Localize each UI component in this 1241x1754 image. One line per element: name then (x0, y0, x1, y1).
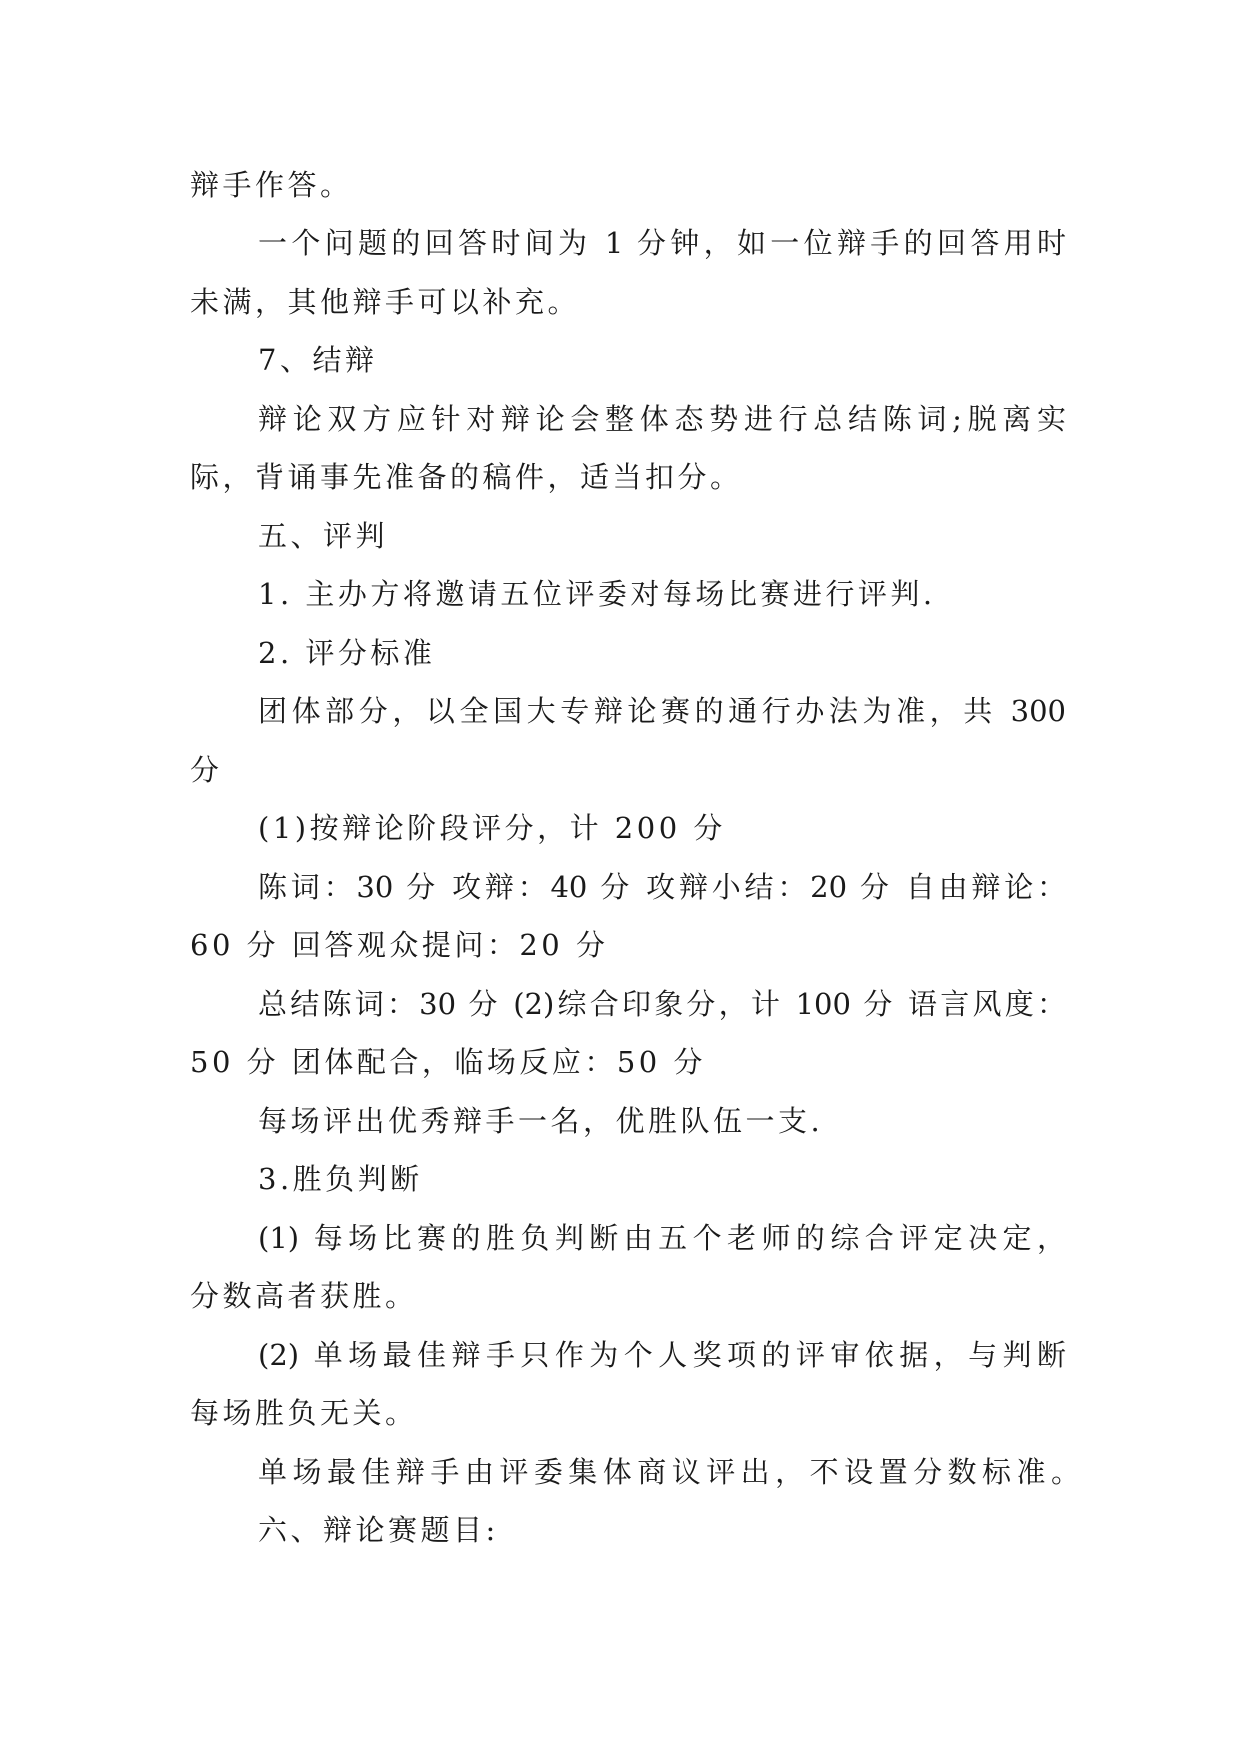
section-heading: 7、结辩 (258, 343, 378, 377)
section-heading: 六、辩论赛题目: (258, 1513, 499, 1547)
body-line: (1) 每场比赛的胜负判断由五个老师的综合评定决定， (258, 1221, 1066, 1255)
body-line: 际，背诵事先准备的稿件，适当扣分。 (190, 460, 743, 494)
body-line: 辩手作答。 (190, 168, 353, 202)
body-line: 单场最佳辩手由评委集体商议评出，不设置分数标准。 (258, 1455, 1080, 1489)
body-line: 每场胜负无关。 (190, 1396, 418, 1430)
list-item: 2. 评分标准 (258, 636, 436, 670)
body-line: 辩论双方应针对辩论会整体态势进行总结陈词;脱离实 (258, 402, 1066, 436)
body-line: 60 分 回答观众提问：20 分 (190, 928, 609, 962)
body-line: (1)按辩论阶段评分，计 200 分 (258, 811, 726, 845)
body-line: 每场评出优秀辩手一名，优胜队伍一支. (258, 1104, 824, 1138)
body-line: 分数高者获胜。 (190, 1279, 418, 1313)
list-item: 1. 主办方将邀请五位评委对每场比赛进行评判. (258, 577, 936, 611)
section-heading: 五、评判 (258, 519, 389, 553)
body-line: 一个问题的回答时间为 1 分钟，如一位辩手的回答用时 (258, 226, 1066, 260)
body-line: (2) 单场最佳辩手只作为个人奖项的评审依据，与判断 (258, 1338, 1066, 1372)
body-line: 团体部分，以全国大专辩论赛的通行办法为准，共 300 (258, 694, 1066, 728)
body-line: 未满，其他辩手可以补充。 (190, 285, 581, 319)
body-line: 分 (190, 753, 223, 787)
body-line: 总结陈词：30 分 (2)综合印象分，计 100 分 语言风度： (258, 987, 1066, 1021)
body-line: 50 分 团体配合，临场反应：50 分 (190, 1045, 706, 1079)
list-item: 3.胜负判断 (258, 1162, 423, 1196)
body-line: 陈词：30 分 攻辩：40 分 攻辩小结：20 分 自由辩论： (258, 870, 1066, 904)
